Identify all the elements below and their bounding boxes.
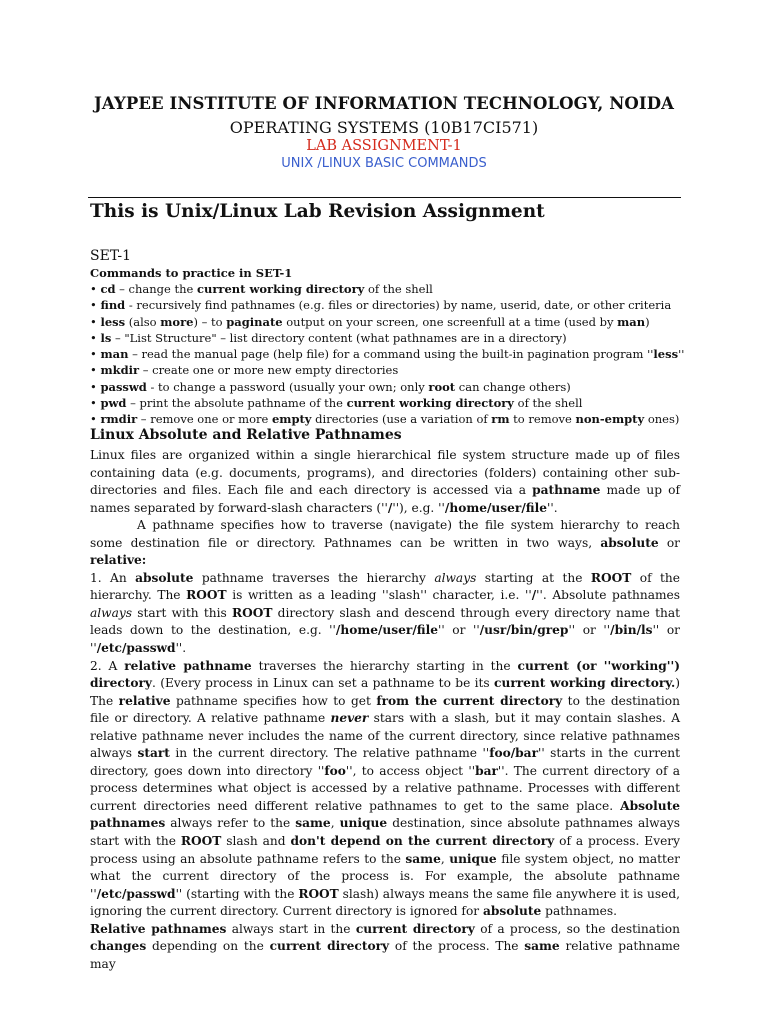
text-run: – print the absolute pathname of the — [126, 396, 347, 411]
text-run: of the hierarchy. The — [90, 570, 680, 603]
text-run: / — [531, 588, 537, 603]
text-run: '' or '' — [90, 623, 680, 656]
text-run: passwd — [100, 379, 147, 394]
paragraph — [90, 570, 680, 658]
assignment-subtitle: UNIX /LINUX BASIC COMMANDS — [281, 156, 487, 171]
text-run: absolute — [600, 535, 659, 550]
text-run: directories (use a variation of — [311, 412, 492, 427]
text-run: current directory — [355, 921, 475, 936]
text-run: from the current directory — [376, 693, 563, 708]
text-run: of a process, so the destination — [474, 921, 680, 936]
text-run: ''. The current directory of a process determines what object is accessed by a relative pathname. Processes with different current directories need different relative pathnames to get to the same place. — [90, 763, 681, 813]
text-run: Absolute pathnames — [90, 798, 680, 831]
paragraph — [90, 447, 680, 517]
commands-heading: Commands to practice in SET-1 — [90, 266, 293, 280]
text-run: destination, since absolute pathnames always start with the — [90, 816, 680, 849]
command-item — [90, 346, 690, 362]
set-heading: SET-1 — [90, 248, 131, 264]
text-run: '' — [678, 347, 685, 362]
text-run: made up of names separated by forward-slash characters ('' — [90, 483, 680, 515]
text-run: – remove one or more — [137, 412, 272, 427]
command-item — [90, 362, 690, 378]
institute-name: JAYPEE INSTITUTE OF INFORMATION TECHNOLOGY, NOIDA — [93, 94, 675, 113]
text-run: man — [100, 347, 129, 362]
text-run: ) – to — [193, 314, 227, 329]
text-run: ROOT — [590, 570, 632, 585]
text-run: • — [90, 412, 101, 427]
text-run: – read the manual page (help file) for a command using the built-in pagination program '' — [128, 347, 654, 362]
text-run: '' (starting with the — [175, 886, 299, 901]
text-run: foo/bar — [489, 746, 538, 761]
text-run: bar — [475, 763, 498, 778]
text-run: slash) always means the same file anywhere it is used, ignoring the current directory. Current directory is ignored for — [90, 886, 680, 919]
command-item — [90, 330, 690, 346]
text-run: • — [90, 282, 101, 296]
text-run: relative — [118, 693, 171, 708]
text-run: never — [330, 711, 369, 726]
text-run: • — [90, 330, 101, 345]
text-run: mkdir — [100, 363, 140, 378]
text-run: /bin/ls — [610, 623, 653, 638]
text-run: pathname specifies how to get — [170, 693, 377, 708]
text-run: always — [90, 605, 133, 620]
paragraph — [90, 921, 680, 974]
page-title: This is Unix/Linux Lab Revision Assignment — [90, 201, 545, 222]
text-run: starting at the — [476, 570, 591, 585]
text-run: / — [387, 500, 393, 515]
text-run: changes — [90, 939, 147, 954]
command-item — [90, 314, 690, 330]
text-run: 2. A — [90, 658, 125, 673]
command-item — [90, 297, 690, 313]
text-run: output on your screen, one screenfull at a time (used by — [282, 314, 618, 329]
text-run: unique — [339, 816, 388, 831]
command-item — [90, 379, 690, 395]
text-run: don't depend on the current directory — [290, 834, 555, 849]
text-run: Linux files are organized within a single hierarchical file system structure made up of files containing data (e.g. documents, programs), and directories (folders) containing other sub-directories and files. Each file and each directory is accessed via a — [90, 448, 680, 498]
text-run: of the shell — [513, 396, 583, 411]
text-run: ''), e.g. '' — [392, 500, 445, 515]
text-run: non-empty — [575, 412, 645, 427]
text-run: more — [160, 314, 194, 329]
title-divider — [88, 197, 681, 198]
text-run: of a process. Every process using an absolute pathname refers to the — [90, 834, 680, 866]
text-run: root — [428, 379, 456, 394]
text-run: unique — [449, 851, 497, 866]
text-run: /etc/passwd — [96, 886, 176, 901]
text-run: ls — [100, 330, 112, 345]
text-run: man — [617, 314, 646, 329]
text-run: ) The — [90, 676, 680, 708]
text-run: pathname traverses the hierarchy — [193, 570, 435, 585]
text-run: • — [90, 363, 101, 378]
text-run: depending on the — [146, 939, 270, 954]
text-run: relative pathname may — [90, 939, 681, 971]
text-run: cd — [100, 282, 116, 296]
text-run: to remove — [509, 412, 576, 427]
text-run: pathnames. — [541, 904, 617, 919]
text-run: ''. — [547, 500, 558, 515]
text-run: ''. Absolute pathnames — [536, 588, 680, 603]
text-run: '' or '' — [568, 623, 611, 638]
text-run: rm — [491, 412, 510, 427]
text-run: pwd — [100, 396, 127, 411]
text-run: directory slash and descend through every directory name that leads down to the destination, e.g. '' — [90, 605, 680, 638]
text-run: less — [653, 347, 679, 362]
lab-assignment-label: LAB ASSIGNMENT-1 — [306, 138, 462, 154]
text-run: ROOT — [186, 588, 227, 603]
text-run: ) — [645, 314, 650, 329]
text-run: always refer to the — [165, 816, 296, 831]
text-run: traverses the hierarchy starting in the — [251, 658, 518, 673]
text-run: • — [90, 298, 101, 313]
text-run: • — [90, 396, 101, 411]
commands-list — [90, 281, 690, 428]
text-run: find — [100, 298, 126, 313]
text-run: /home/user/file — [444, 500, 548, 515]
text-run: stars with a slash, but it may contain slashes. A relative pathname never includes the name of the current directory, since relative pathnames always — [90, 711, 680, 761]
text-run: • — [90, 314, 101, 329]
text-run: to the destination file or directory. A relative pathname — [90, 693, 680, 726]
text-run: /home/user/file — [335, 623, 439, 638]
text-run: paginate — [226, 314, 283, 329]
paragraph — [90, 658, 680, 921]
text-run: is written as a leading ''slash'' character, i.e. '' — [226, 588, 532, 603]
command-item — [90, 281, 690, 297]
text-run: /usr/bin/grep — [479, 623, 569, 638]
section-heading: Linux Absolute and Relative Pathnames — [90, 427, 402, 443]
text-run: relative pathname — [124, 658, 252, 673]
text-run: Relative pathnames — [90, 921, 227, 936]
text-run: in the current directory. The relative pathname '' — [169, 746, 490, 761]
text-run: '' or '' — [438, 623, 480, 638]
course-title: OPERATING SYSTEMS (10B17CI571) — [229, 118, 539, 137]
text-run: can change others) — [455, 379, 571, 394]
text-run: • — [90, 347, 101, 362]
text-run: – create one or more new empty directories — [139, 363, 399, 378]
text-run: less — [100, 314, 126, 329]
text-run: • — [90, 379, 101, 394]
text-run: '', to access object '' — [345, 763, 476, 778]
text-run: same — [405, 851, 441, 866]
text-run: slash and — [221, 834, 291, 849]
text-run: relative: — [90, 553, 147, 568]
text-run: current working directory. — [494, 676, 676, 691]
text-run: '' starts in the current directory, goes down into directory '' — [90, 746, 680, 778]
text-run: 1. An — [90, 570, 136, 585]
text-run: same — [524, 939, 560, 954]
text-run: foo — [324, 763, 346, 778]
text-run: ROOT — [298, 886, 339, 901]
text-run: – "List Structure" – list directory content (what pathnames are in a directory) — [111, 330, 567, 345]
text-run: . (Every process in Linux can set a pathname to be its — [152, 676, 495, 691]
text-run — [330, 711, 368, 725]
text-run: /etc/passwd — [96, 641, 176, 656]
command-item — [90, 395, 690, 411]
text-run: always start in the — [226, 921, 356, 936]
text-run: of the shell — [364, 282, 433, 296]
text-run: current working directory — [346, 396, 514, 411]
text-run: absolute — [483, 904, 542, 919]
text-run: current (or ''working'') directory — [90, 658, 680, 691]
text-run: start with this — [132, 605, 232, 620]
text-run: – change the — [115, 282, 197, 296]
text-run: (also — [125, 314, 161, 329]
text-run: same — [295, 816, 331, 831]
text-run: - to change a password (usually your own; only — [146, 379, 429, 394]
text-run: start — [137, 746, 170, 761]
text-run: current directory — [269, 939, 390, 954]
text-run: of the process. The — [389, 939, 525, 954]
text-run: ones) — [644, 412, 680, 427]
text-run: pathname — [532, 483, 601, 498]
text-run: A pathname specifies how to traverse (navigate) the file system hierarchy to reach some destination file or directory. Pathnames can be written in two ways, — [90, 518, 680, 550]
text-run: , — [330, 816, 340, 831]
text-run: - recursively find pathnames (e.g. files or directories) by name, userid, date, or other criteria — [125, 298, 672, 313]
command-item — [90, 411, 690, 427]
text-run: always — [434, 570, 477, 585]
text-run: ROOT — [232, 605, 273, 620]
paragraph — [90, 517, 680, 570]
text-run: empty — [271, 412, 312, 427]
text-run: current working directory — [196, 282, 365, 296]
text-run: file system object, no matter what the current directory of the process is. For example, the absolute pathname '' — [90, 851, 680, 901]
text-run: ROOT — [180, 834, 222, 849]
text-run: rmdir — [100, 412, 138, 427]
text-run: or — [658, 535, 680, 550]
text-run: , — [440, 851, 450, 866]
body-text — [90, 447, 680, 973]
text-run: absolute — [135, 570, 194, 585]
text-run: ''. — [175, 641, 187, 656]
